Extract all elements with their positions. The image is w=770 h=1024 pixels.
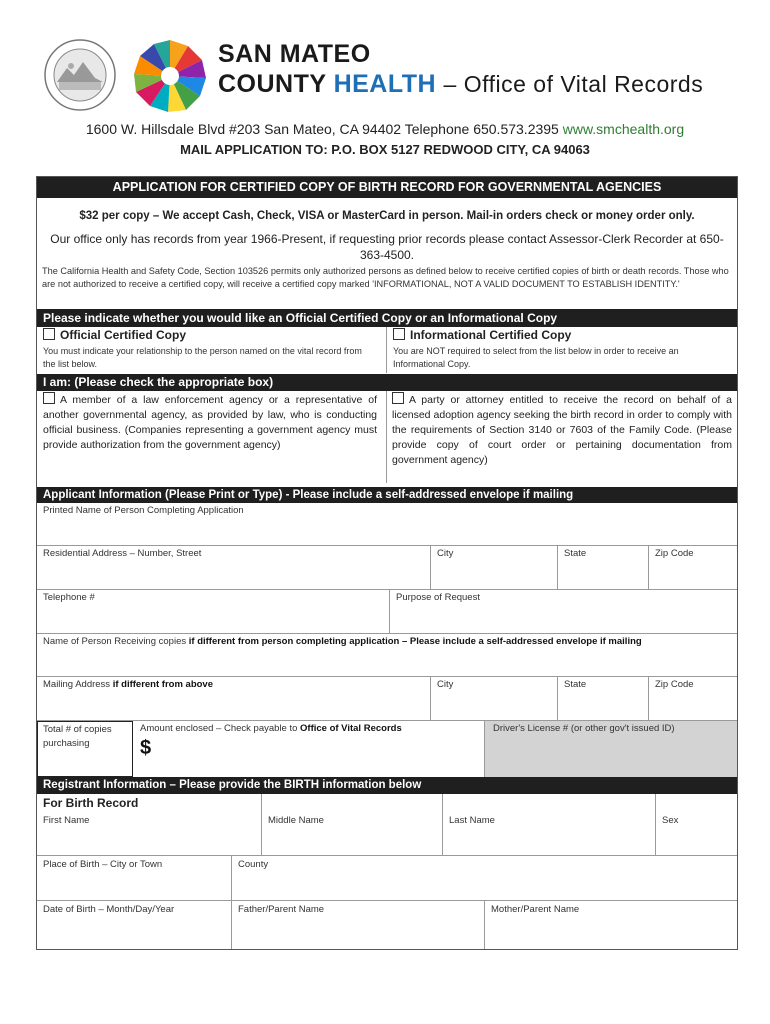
- website-link[interactable]: www.smchealth.org: [562, 121, 685, 137]
- mailing-address-field[interactable]: Mailing Address if different from above: [43, 679, 213, 690]
- copy-type-header: Please indicate whether you would like an Official Certified Copy or an Informational Copy: [37, 309, 737, 327]
- iam-header: I am: (Please check the appropriate box): [37, 374, 737, 391]
- informational-copy-option[interactable]: Informational Certified Copy: [393, 328, 571, 342]
- middle-name-field[interactable]: Middle Name: [268, 815, 324, 826]
- application-form: [36, 176, 738, 950]
- county-field[interactable]: County: [238, 859, 269, 870]
- total-copies-field[interactable]: Total # of copies purchasing: [37, 721, 133, 777]
- place-of-birth-field[interactable]: Place of Birth – City or Town: [43, 859, 163, 870]
- iam-option-adoption[interactable]: A party or attorney entitled to receive the record on behalf of a licensed adoption agency seeking the birth record in order to comply with the requirements of Section 3140 or 7603 of the Family Code. (Please provide copy of court order or pertaining documentation from government agency): [392, 394, 732, 466]
- mother-name-field[interactable]: Mother/Parent Name: [491, 904, 580, 915]
- receiving-name-field[interactable]: Name of Person Receiving copies if different from person completing application – Please include a self-addressed envelope if mailing: [43, 636, 642, 647]
- city-field[interactable]: City: [437, 548, 454, 559]
- last-name-field[interactable]: Last Name: [449, 815, 495, 826]
- mailing-zip-field[interactable]: Zip Code: [655, 679, 694, 690]
- adoption-checkbox[interactable]: [392, 392, 404, 404]
- first-name-field[interactable]: First Name: [43, 815, 90, 826]
- purpose-field[interactable]: Purpose of Request: [396, 592, 480, 603]
- county-health-logo-icon: [130, 36, 210, 116]
- fee-note: $32 per copy – We accept Cash, Check, VISA or MasterCard in person. Mail-in orders check or money order only.: [79, 210, 695, 222]
- date-of-birth-field[interactable]: Date of Birth – Month/Day/Year: [43, 904, 175, 915]
- telephone-field[interactable]: Telephone #: [43, 592, 95, 603]
- official-note: You must indicate your relationship to the person named on the vital record from the list below.: [43, 346, 362, 369]
- law-enforcement-checkbox[interactable]: [43, 392, 55, 404]
- org-name-line1: SAN MATEO: [218, 40, 371, 68]
- form-title: APPLICATION FOR CERTIFIED COPY OF BIRTH RECORD FOR GOVERNMENTAL AGENCIES: [37, 177, 737, 198]
- zip-field[interactable]: Zip Code: [655, 548, 694, 559]
- informational-copy-checkbox[interactable]: [393, 328, 405, 340]
- state-field[interactable]: State: [564, 548, 587, 559]
- official-copy-checkbox[interactable]: [43, 328, 55, 340]
- org-name-line2: COUNTY HEALTH – Office of Vital Records: [218, 70, 704, 98]
- sex-field[interactable]: Sex: [662, 815, 679, 826]
- amount-enclosed-field[interactable]: Amount enclosed – Check payable to Office of Vital Records $: [140, 723, 402, 759]
- county-seal-icon: [43, 38, 117, 112]
- mail-to-address: MAIL APPLICATION TO: P.O. BOX 5127 REDWOOD CITY, CA 94063: [180, 142, 590, 157]
- registrant-header: Registrant Information – Please provide the BIRTH information below: [37, 777, 737, 794]
- applicant-header: Applicant Information (Please Print or Type) - Please include a self-addressed envelope if mailing: [37, 487, 737, 503]
- residential-address-field[interactable]: Residential Address – Number, Street: [43, 548, 202, 559]
- father-name-field[interactable]: Father/Parent Name: [238, 904, 325, 915]
- iam-option-law-enforcement[interactable]: A member of a law enforcement agency or a representative of another governmental agency, as provided by law, who is conducting official business. (Companies representing a government agency must provide authorization from the government agency): [43, 394, 377, 451]
- drivers-license-field[interactable]: Driver's License # (or other gov't issued ID): [485, 721, 737, 777]
- official-copy-option[interactable]: Official Certified Copy: [43, 328, 186, 342]
- for-birth-record-label: For Birth Record: [43, 796, 139, 810]
- mailing-state-field[interactable]: State: [564, 679, 587, 690]
- mailing-city-field[interactable]: City: [437, 679, 454, 690]
- informational-note: You are NOT required to select from the list below in order to receive an Informational Copy.: [393, 346, 679, 369]
- code-note: The California Health and Safety Code, Section 103526 permits only authorized persons as defined below to receive certified copies of birth or death records. Those who are not authorized to receive a certified copy, will receive a certified copy marked 'INFORMATIONAL, NOT A VALID DOCUMENT TO ESTABLISH IDENTITY.': [42, 266, 729, 289]
- printed-name-field[interactable]: Printed Name of Person Completing Application: [43, 505, 244, 516]
- office-address: 1600 W. Hillsdale Blvd #203 San Mateo, CA 94402 Telephone 650.573.2395 www.smchealth.org: [85, 121, 685, 137]
- records-note: Our office only has records from year 1966-Present, if requesting prior records please contact Assessor-Clerk Recorder at 650-363-4500.: [50, 232, 724, 262]
- dollar-sign: $: [140, 737, 152, 759]
